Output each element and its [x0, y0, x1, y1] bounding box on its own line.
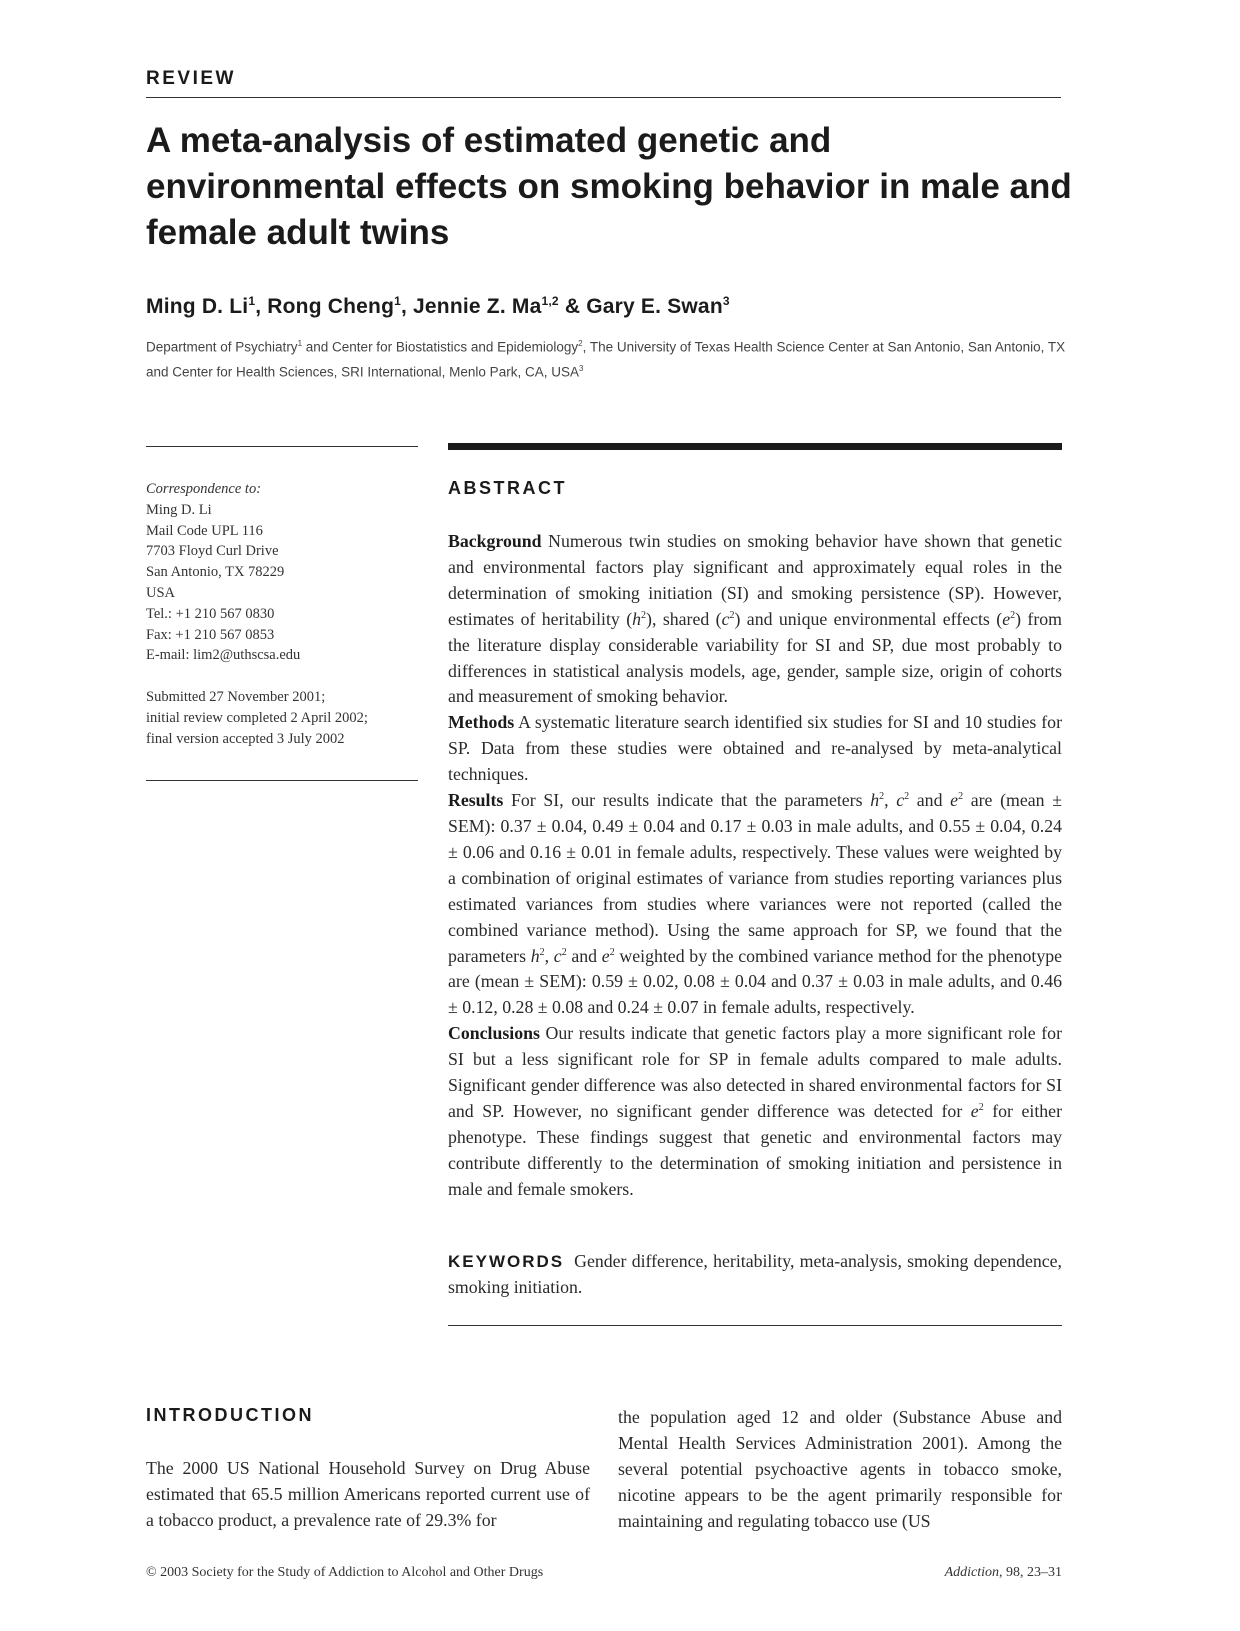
volume-pages: , 98, 23–31: [999, 1565, 1062, 1580]
author-affiliation-mark: 3: [722, 294, 730, 308]
abstract-text: A systematic literature search identified six studies for SI and 10 studies for SP. Data from these studies were obtained and re-analysed by meta-analytical techniques.: [448, 712, 1062, 785]
abstract-conclusions: [448, 1021, 1062, 1202]
abstract-text: are (mean ± SEM): 0.37 ± 0.04, 0.49 ± 0.04 and 0.17 ± 0.03 in male adults, and 0.55 ± 0.04, 0.24 ± 0.06 and 0.16 ± 0.01 in female adults, respectively. These values were weighted by a combination of original estimates of variance from studies reporting variances plus estimated variances from studies where variances were not reported (called the combined variance method). Using the same approach for SP, we found that the parameters: [448, 790, 1062, 966]
correspondence-line: USA: [146, 584, 176, 601]
spacer: [146, 666, 426, 687]
affiliation-mark: 1: [297, 339, 303, 348]
symbol-e: e: [601, 945, 610, 966]
abstract-text: ,: [544, 945, 554, 966]
abstract-text: For SI, our results indicate that the parameters: [503, 790, 871, 811]
author-affiliation-mark: 1: [394, 294, 401, 308]
symbol-e: e: [1002, 608, 1011, 629]
correspondence-line: San Antonio, TX 78229: [146, 564, 285, 581]
abstract-text: Numerous twin studies on smoking behavior have shown that genetic and environmental factors play significant and approximately equal roles in the determination of smoking initiation (SI) and smoking persistence (SP). However, estimates of heritability (: [448, 531, 1062, 629]
journal-name: Addiction: [944, 1565, 999, 1580]
abstract-text: and: [566, 945, 602, 966]
exponent: 2: [879, 791, 885, 803]
exponent: 2: [729, 609, 735, 621]
correspondence-email[interactable]: E-mail: lim2@uthscsa.edu: [146, 647, 301, 664]
correspondence-fax: Fax: +1 210 567 0853: [146, 626, 275, 643]
introduction-left-column: The 2000 US National Household Survey on Drug Abuse estimated that 65.5 million Americans reported current use of a tobacco product, a prevalence rate of 29.3% for: [146, 1458, 590, 1530]
author-name[interactable]: Ming D. Li: [146, 295, 249, 318]
abstract-text: ,: [884, 790, 897, 811]
exponent: 2: [1010, 609, 1016, 621]
symbol-c: c: [721, 608, 730, 629]
introduction-right-column: the population aged 12 and older (Substance Abuse and Mental Health Services Administration 2001). Among the several potential psychoactive agents in tobacco smoke, nicotine appears to be the agent primarily responsible for maintaining and regulating tobacco use (US: [618, 1407, 1062, 1531]
correspondence-line: Ming D. Li: [146, 501, 212, 518]
author-name[interactable]: Rong Cheng: [267, 295, 395, 318]
abstract-text: and: [909, 790, 951, 811]
introduction-heading: INTRODUCTION: [146, 1405, 314, 1425]
correspondence-label: Correspondence to:: [146, 481, 262, 497]
methods-label: Methods: [448, 712, 515, 733]
symbol-e: e: [970, 1100, 979, 1121]
symbol-c: c: [896, 790, 905, 811]
affiliations: [146, 333, 1066, 382]
author-affiliation-mark: 1,2: [541, 294, 559, 308]
affiliation-mark: 2: [578, 339, 583, 348]
exponent: 2: [958, 791, 964, 803]
exponent: 2: [978, 1102, 984, 1114]
abstract-text: weighted by the combined variance method for the phenotype are (mean ± SEM): 0.59 ± 0.02, 0.08 ± 0.04 and 0.37 ± 0.03 in male adults, and 0.46 ± 0.12, 0.28 ± 0.08 and 0.24 ± 0.07 in female adults, respectively.: [448, 945, 1062, 1018]
symbol-e: e: [950, 790, 959, 811]
keywords-text: Gender difference, heritability, meta-analysis, smoking dependence, smoking initiation.: [448, 1251, 1062, 1297]
sidebar-bottom-divider: [146, 780, 418, 781]
affiliation-text: , The University of Texas Health Science Center at San Antonio, San Antonio, TX and Center for Health Sciences, SRI International, Menlo Park, CA, USA: [146, 339, 1066, 379]
exponent: 2: [641, 609, 647, 621]
background-label: Background: [448, 531, 542, 551]
correspondence-phone: Tel.: +1 210 567 0830: [146, 605, 275, 622]
exponent: 2: [904, 791, 910, 803]
article-title: A meta-analysis of estimated genetic and environmental effects on smoking behavior in male and female adult twins: [146, 121, 1072, 252]
correspondence-line: 7703 Floyd Curl Drive: [146, 543, 279, 560]
conclusions-label: Conclusions: [448, 1023, 540, 1044]
affiliation-text: and Center for Biostatistics and Epidemiology: [302, 339, 579, 355]
abstract-methods: [448, 710, 1062, 788]
symbol-h: h: [632, 608, 642, 629]
author-list: [146, 294, 730, 319]
author-name[interactable]: Jennie Z. Ma: [413, 295, 542, 318]
symbol-h: h: [870, 790, 880, 811]
results-label: Results: [448, 790, 504, 811]
author-name[interactable]: Gary E. Swan: [586, 295, 723, 318]
abstract-body: [448, 529, 1062, 1203]
abstract-text: ) from the literature display considerable variability for SI and SP, due most probably to differences in statistical analysis models, age, gender, sample size, origin of cohorts and measurement of smoking behavior.: [448, 608, 1062, 707]
author-affiliation-mark: 1: [248, 294, 256, 308]
symbol-c: c: [553, 945, 562, 966]
abstract-top-bar: [448, 443, 1062, 450]
history-line: initial review completed 2 April 2002;: [146, 709, 368, 726]
exponent: 2: [609, 946, 615, 958]
abstract-text: ) and unique environmental effects (: [734, 608, 1003, 629]
correspondence-block: [146, 479, 426, 750]
abstract-bottom-divider: [448, 1325, 1062, 1326]
sidebar-top-divider: [146, 446, 418, 447]
author-separator: ,: [400, 295, 414, 318]
correspondence-line: Mail Code UPL 116: [146, 522, 263, 539]
exponent: 2: [561, 946, 567, 958]
affiliation-text: Department of Psychiatry: [146, 339, 298, 355]
abstract-text: for either phenotype. These findings suggest that genetic and environmental factors may contribute differently to the determination of smoking initiation and persistence in male and female smokers.: [448, 1100, 1062, 1199]
section-label: REVIEW: [146, 68, 236, 89]
author-separator: ,: [255, 295, 268, 318]
affiliation-mark: 3: [578, 363, 584, 373]
exponent: 2: [539, 946, 545, 958]
footer-citation: [945, 1565, 1062, 1581]
keywords: [448, 1249, 1062, 1301]
symbol-h: h: [530, 945, 540, 966]
abstract-results: [448, 788, 1062, 1021]
abstract-heading: ABSTRACT: [448, 478, 567, 498]
header-divider: [146, 97, 1061, 98]
abstract-background: [448, 529, 1062, 710]
abstract-text: ), shared (: [646, 608, 722, 629]
history-line: final version accepted 3 July 2002: [146, 730, 345, 747]
history-line: Submitted 27 November 2001;: [146, 689, 326, 706]
author-separator: &: [558, 295, 587, 318]
keywords-label: KEYWORDS: [448, 1252, 565, 1271]
abstract-text: Our results indicate that genetic factors play a more significant role for SI but a less significant role for SP in female adults compared to male adults. Significant gender difference was also detected in shared environmental factors for SI and SP. However, no significant gender difference was detected for: [448, 1023, 1062, 1121]
footer-copyright: © 2003 Society for the Study of Addiction to Alcohol and Other Drugs: [146, 1565, 544, 1580]
